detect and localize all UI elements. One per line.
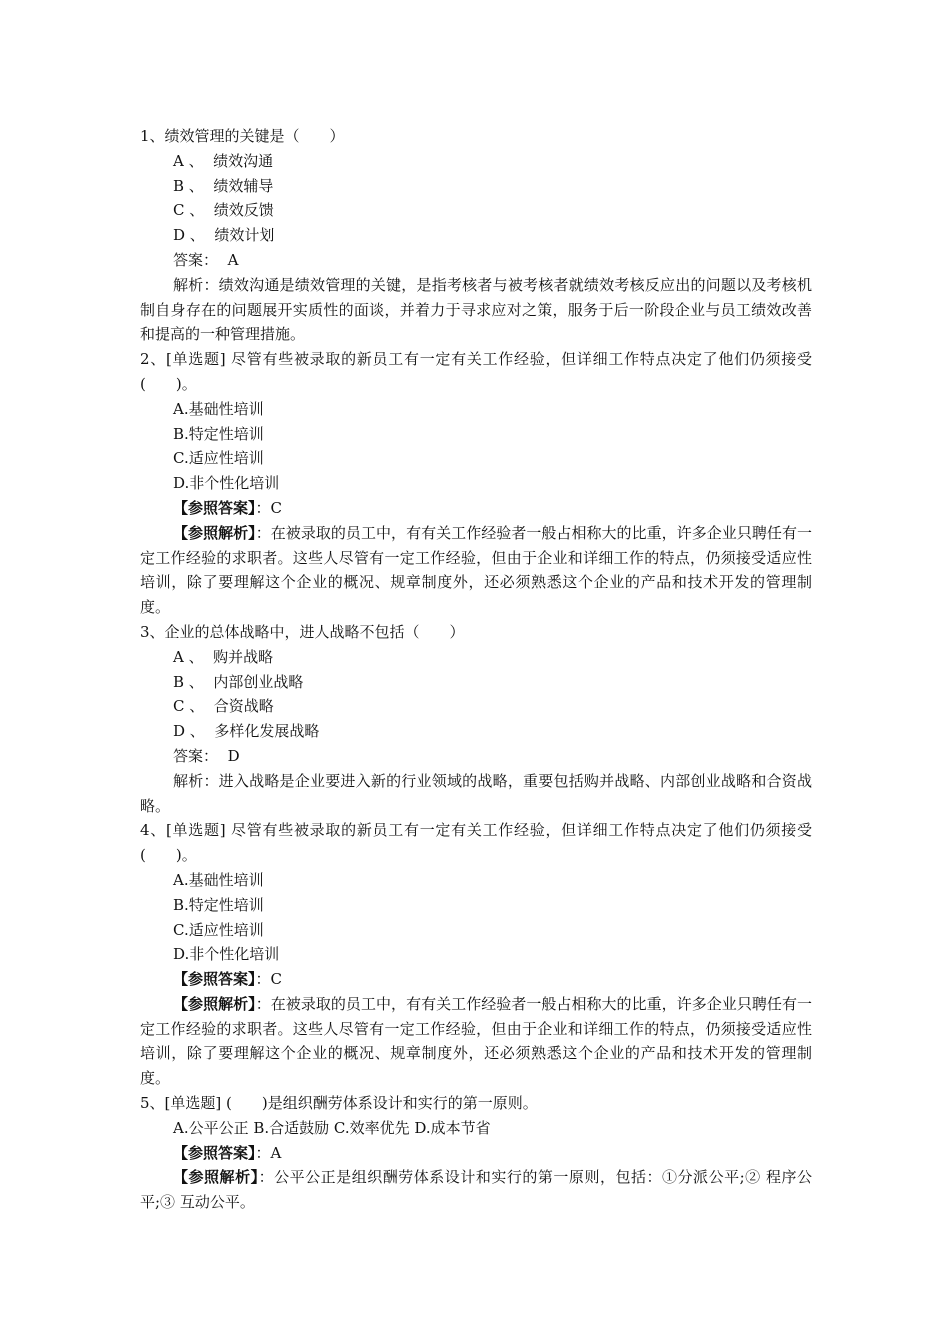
question-3-option-b: B 、 内部创业战略 <box>173 672 304 691</box>
answer-label: 【参照答案】 <box>173 970 256 989</box>
answer-label: 答案： <box>173 250 219 269</box>
analysis-label: 【参照解析】 <box>173 523 256 542</box>
answer-label: 【参照答案】 <box>173 1143 256 1162</box>
answer-value: ：C <box>255 498 282 517</box>
answer-value: ：C <box>255 970 282 989</box>
answer-value: ：A <box>255 1143 282 1162</box>
question-1-option-b: B 、 绩效辅导 <box>173 176 274 195</box>
question-3-option-c: C 、 合资战略 <box>173 697 274 716</box>
question-2-option-d: D.非个性化培训 <box>173 474 280 493</box>
analysis-text: ：在被录取的员工中，有有关工作经验者一般占相称大的比重，许多企业只聘任有一定工作经验的求职者。这些人尽管有一定工作经验，但由于企业和详细工作的特点，仍须接受适应性培训，除了要理解这个企业的概况、规章制度外，还必须熟悉这个企业的产品和技术开发的管理制度。 <box>140 523 812 617</box>
analysis-text: ：公平公正是组织酬劳体系设计和实行的第一原则，包括：①分派公平;② 程序公平;③ 互动公平。 <box>140 1168 812 1212</box>
answer-label: 答案： <box>173 746 219 765</box>
question-4-option-b: B.特定性培训 <box>173 895 264 914</box>
analysis-label: 【参照解析】 <box>173 994 256 1013</box>
question-1-option-a: A 、 绩效沟通 <box>173 151 274 170</box>
question-5-stem: 5、[单选题] ( )是组织酬劳体系设计和实行的第一原则。 <box>140 1094 538 1113</box>
question-1-option-d: D 、 绩效计划 <box>173 226 275 245</box>
answer-value: A <box>227 250 239 269</box>
question-2-option-a: A.基础性培训 <box>173 399 264 418</box>
question-4-stem: 4、[单选题] 尽管有些被录取的新员工有一定有关工作经验，但详细工作特点决定了他们仍须接受( )。 <box>140 821 812 865</box>
question-2-option-c: C.适应性培训 <box>173 449 264 468</box>
document-body <box>140 124 812 1215</box>
question-3-stem: 3、企业的总体战略中，进人战略不包括（ ） <box>140 622 465 641</box>
question-5-options: A.公平公正 B.合适鼓励 C.效率优先 D.成本节省 <box>173 1118 491 1137</box>
answer-value: D <box>227 746 240 765</box>
question-2-stem: 2、[单选题] 尽管有些被录取的新员工有一定有关工作经验，但详细工作特点决定了他们仍须接受( )。 <box>140 350 812 393</box>
question-4-option-c: C.适应性培训 <box>173 920 264 939</box>
question-2-answer <box>140 496 812 521</box>
question-4-option-d: D.非个性化培训 <box>173 945 280 964</box>
question-4-analysis <box>140 992 812 1091</box>
question-1-analysis: 解析：绩效沟通是绩效管理的关键，是指考核者与被考核者就绩效考核反应出的问题以及考核机制自身存在的问题展开实质性的面谈，并着力于寻求应对之策，服务于后一阶段企业与员工绩效改善和提高的一种管理措施。 <box>140 275 812 344</box>
question-5-analysis <box>140 1165 812 1215</box>
question-5-answer <box>140 1141 812 1166</box>
question-2-analysis <box>140 521 812 620</box>
question-1-answer <box>140 248 812 273</box>
analysis-text: ：在被录取的员工中，有有关工作经验者一般占相称大的比重，许多企业只聘任有一定工作经验的求职者。这些人尽管有一定工作经验，但由于企业和详细工作的特点，仍须接受适应性培训，除了要理解这个企业的概况、规章制度外，还必须熟悉这个企业的产品和技术开发的管理制度。 <box>140 994 812 1088</box>
question-3-option-d: D 、 多样化发展战略 <box>173 722 320 741</box>
question-3-option-a: A 、 购并战略 <box>173 647 274 666</box>
answer-label: 【参照答案】 <box>173 498 256 517</box>
question-4-option-a: A.基础性培训 <box>173 870 264 889</box>
analysis-label: 【参照解析】 <box>173 1168 259 1187</box>
question-1-option-c: C 、 绩效反馈 <box>173 201 274 220</box>
question-1-stem: 1、绩效管理的关键是（ ） <box>140 127 345 145</box>
question-4-answer <box>140 967 812 992</box>
question-3-analysis: 解析：进入战略是企业要进入新的行业领域的战略，重要包括购并战略、内部创业战略和合资战略。 <box>140 771 812 815</box>
question-2-option-b: B.特定性培训 <box>173 424 264 443</box>
question-3-answer <box>140 744 812 769</box>
